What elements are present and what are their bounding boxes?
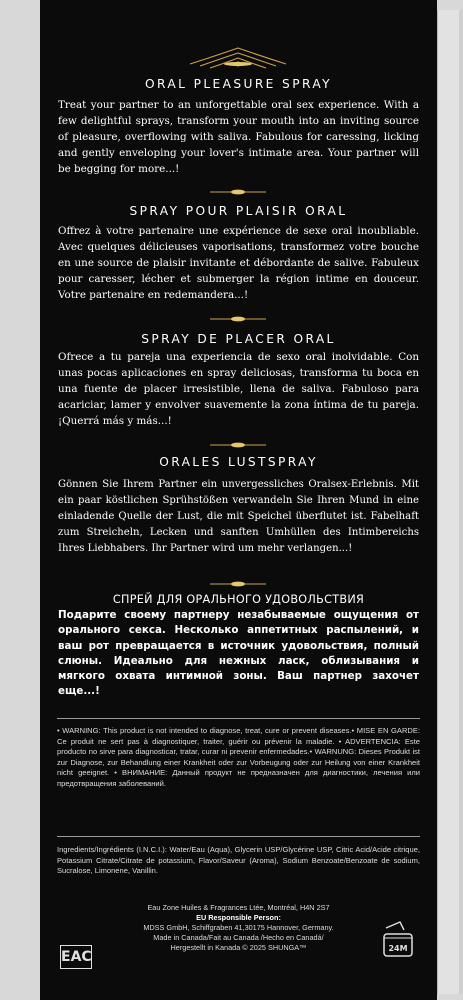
body-en: Treat your partner to an unforgettable oral sex experience. With a few delightful sprays, transform your mouth into an inviting source of pleasure, overflowing with saliva. Fabulous for caressing, licking and gently enveloping your lover's intimate area. Your partner will be begging for more...!	[58, 99, 419, 175]
label-panel	[40, 0, 437, 1000]
heading-ru: СПРЕЙ ДЛЯ ОРАЛЬНОГО УДОВОЛЬСТВИЯ	[112, 593, 365, 606]
side-flap	[437, 10, 460, 994]
pao-label: 24M	[388, 944, 408, 953]
side-flap-edge	[459, 10, 463, 994]
heading-de: ORALES LUSTSPRAY	[159, 455, 318, 469]
made-in-line: Made in Canada/Fait au Canada /Hecho en Canadá/	[153, 933, 324, 942]
rule-warnings	[57, 718, 420, 719]
copyright-line: Hergestellt in Kanada © 2025 SHUNGA™	[170, 943, 307, 952]
ingredients-text: Ingredients/Ingrédients (I.N.C.I.): Water/Eau (Aqua), Glycerin USP/Glycérine USP, Citric Acid/Acide citrique, Potassium Citrate/Citrate de potassium, Flavor/Saveur (Aroma), Sodium Benzoate/Benzoate de sodium, Sucralose, Limonene, Vanillin.	[57, 845, 420, 876]
rule-ingredients	[57, 836, 420, 837]
divider-4	[40, 575, 437, 587]
heading-en: ORAL PLEASURE SPRAY	[145, 77, 332, 91]
heading-es: SPRAY DE PLACER ORAL	[141, 332, 336, 346]
warnings-text: • WARNING: This product is not intended to diagnose, treat, cure or prevent diseases.• MISE EN GARDE: Ce produit ne sert pas à diagnostiquer, traiter, guérir ou prévenir la maladie. • ADVERTENCIA: Este producto no sirve para diagnosticar, tratar, curar ni prevenir enfermedades.• WARNUNG: Dieses Produkt ist zur Diagnose, zur Behandlung einer Krankheit oder zur Vorbeugung oder zur Heilung von einer Krankheit nicht geeignet. • ВНИМАНИЕ: Данный продукт не предназначен для диагностики, лечения или предотвращения заболеваний.	[57, 726, 420, 788]
divider-2	[40, 310, 437, 322]
body-ru: Подарите своему партнеру незабываемые ощущения от орального секса. Несколько аппетитных распылений, и ваш рот превращается в источник удовольствия, полный слюны. Идеально для нежных ласк, облизывания и мягкого охвата интимной зоны. Ваш партнер захочет еще...!	[58, 609, 419, 698]
eu-responsible-label: EU Responsible Person:	[196, 913, 281, 922]
top-ornament	[40, 44, 437, 74]
company-info	[57, 903, 420, 953]
eac-mark-icon: EAC	[60, 945, 92, 969]
body-de: Gönnen Sie Ihrem Partner ein unvergessliches Oralsex-Erlebnis. Mit ein paar köstlichen Sprühstößen verwandeln Sie Ihren Mund in eine einladende Quelle der Lust, die mit Speichel überflutet ist. Fabelhaft zum Streicheln, Lecken und sanften Umhüllen des Intimbereichs Ihres Liebhabers. Ihr Partner wird um mehr verlangen...!	[58, 479, 419, 554]
body-es: Ofrece a tu pareja una experiencia de sexo oral inolvidable. Con unas pocas aplicaciones en spray deliciosas, transforma tu boca en una fuente de placer irresistible, llena de saliva. Fabuloso para acariciar, lamer y envolver suavemente la zona íntima de tu pareja. ¡Querrá más y más...!	[58, 351, 419, 427]
heading-fr: SPRAY POUR PLAISIR ORAL	[129, 204, 348, 218]
eu-responsible-address: MDSS GmbH, Schiffgraben 41,30175 Hannover, Germany.	[143, 923, 334, 932]
body-fr: Offrez à votre partenaire une expérience de sexe oral inoubliable. Avec quelques délicieuses vaporisations, transformez votre bouche en une source de plaisir invitante et débordante de salive. Fabuleux pour caresser, lécher et submerger la région intime en douceur. Votre partenaire en redemandera...!	[58, 225, 419, 301]
company-address: Eau Zone Huiles & Fragrances Ltée, Montréal, H4N 2S7	[147, 903, 330, 912]
divider-3	[40, 436, 437, 448]
pao-jar-icon	[380, 920, 416, 960]
divider-1	[40, 183, 437, 195]
